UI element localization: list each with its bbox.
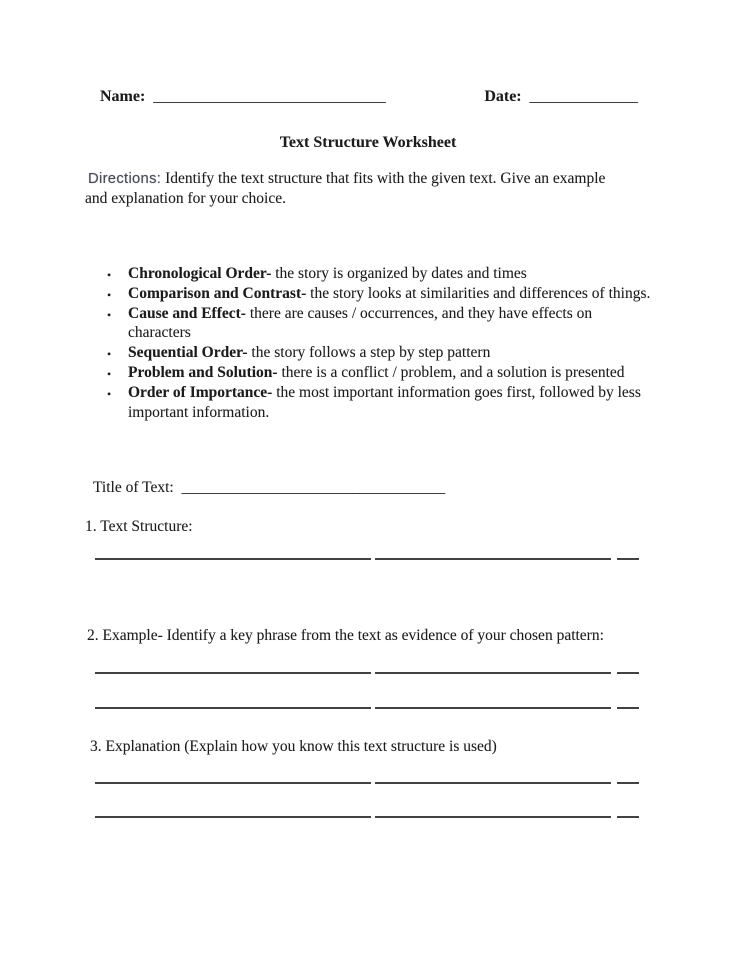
structure-term: Cause and Effect- (128, 304, 246, 322)
date-blank-line: ______________ (529, 88, 638, 105)
answer-line-segment (375, 558, 611, 560)
answer-line-segment (95, 782, 371, 784)
structure-definition: there are causes / occurrences, and they have effects on characters (128, 304, 593, 342)
question-2-label: 2. Example- Identify a key phrase from the text as evidence of your chosen pattern: (87, 627, 604, 645)
title-of-text-label: Title of Text: (93, 479, 174, 497)
structure-definition: there is a conflict / problem, and a solution is presented (277, 363, 625, 381)
structure-term: Comparison and Contrast- (128, 284, 307, 302)
structure-definition: the most important information goes first, followed by less important information. (128, 383, 641, 421)
answer-line (95, 816, 642, 818)
list-item (128, 383, 656, 423)
question-1-label: 1. Text Structure: (85, 518, 193, 536)
answer-line (95, 782, 642, 784)
answer-line-segment (617, 707, 639, 709)
answer-line-segment (617, 782, 639, 784)
directions (85, 169, 628, 209)
answer-line-segment (375, 672, 611, 674)
answer-line-segment (375, 782, 611, 784)
answer-line-segment (95, 672, 371, 674)
structure-definition: the story follows a step by step pattern (247, 344, 491, 362)
name-blank-line: ______________________________ (153, 88, 386, 105)
answer-line (95, 558, 642, 560)
list-item (128, 343, 656, 363)
list-item (128, 304, 656, 344)
name-label: Name: (100, 88, 146, 105)
title-of-text-blank-line: __________________________________ (181, 479, 446, 497)
answer-line-segment (375, 707, 611, 709)
list-item (128, 363, 656, 383)
page-title: Text Structure Worksheet (279, 134, 457, 151)
structure-term: Problem and Solution- (128, 363, 278, 381)
list-item (128, 284, 656, 304)
answer-line-segment (375, 816, 611, 818)
structure-term: Sequential Order- (128, 344, 248, 362)
text-structure-list (128, 264, 656, 422)
answer-line-segment (617, 558, 639, 560)
structure-definition: the story looks at similarities and differences of things. (306, 284, 651, 302)
list-item (128, 264, 656, 284)
answer-line-segment (95, 707, 371, 709)
date-label: Date: (484, 88, 522, 105)
structure-term: Chronological Order- (128, 265, 272, 282)
answer-line-segment (95, 816, 371, 818)
name-field (100, 88, 386, 106)
name-date-row (100, 88, 638, 106)
answer-line-segment (617, 816, 639, 818)
date-field (484, 88, 638, 106)
title-of-text-field (93, 478, 736, 498)
answer-line-segment (95, 558, 371, 560)
directions-text: Identify the text structure that fits with the given text. Give an example and explanation for your choice. (85, 170, 606, 207)
structure-term: Order of Importance- (128, 383, 273, 401)
structure-definition: the story is organized by dates and times (271, 265, 527, 282)
answer-line-segment (617, 672, 639, 674)
directions-label: Directions: (88, 171, 162, 187)
question-3-label: 3. Explanation (Explain how you know this text structure is used) (90, 738, 497, 756)
answer-line (95, 672, 642, 674)
answer-line (95, 707, 642, 709)
